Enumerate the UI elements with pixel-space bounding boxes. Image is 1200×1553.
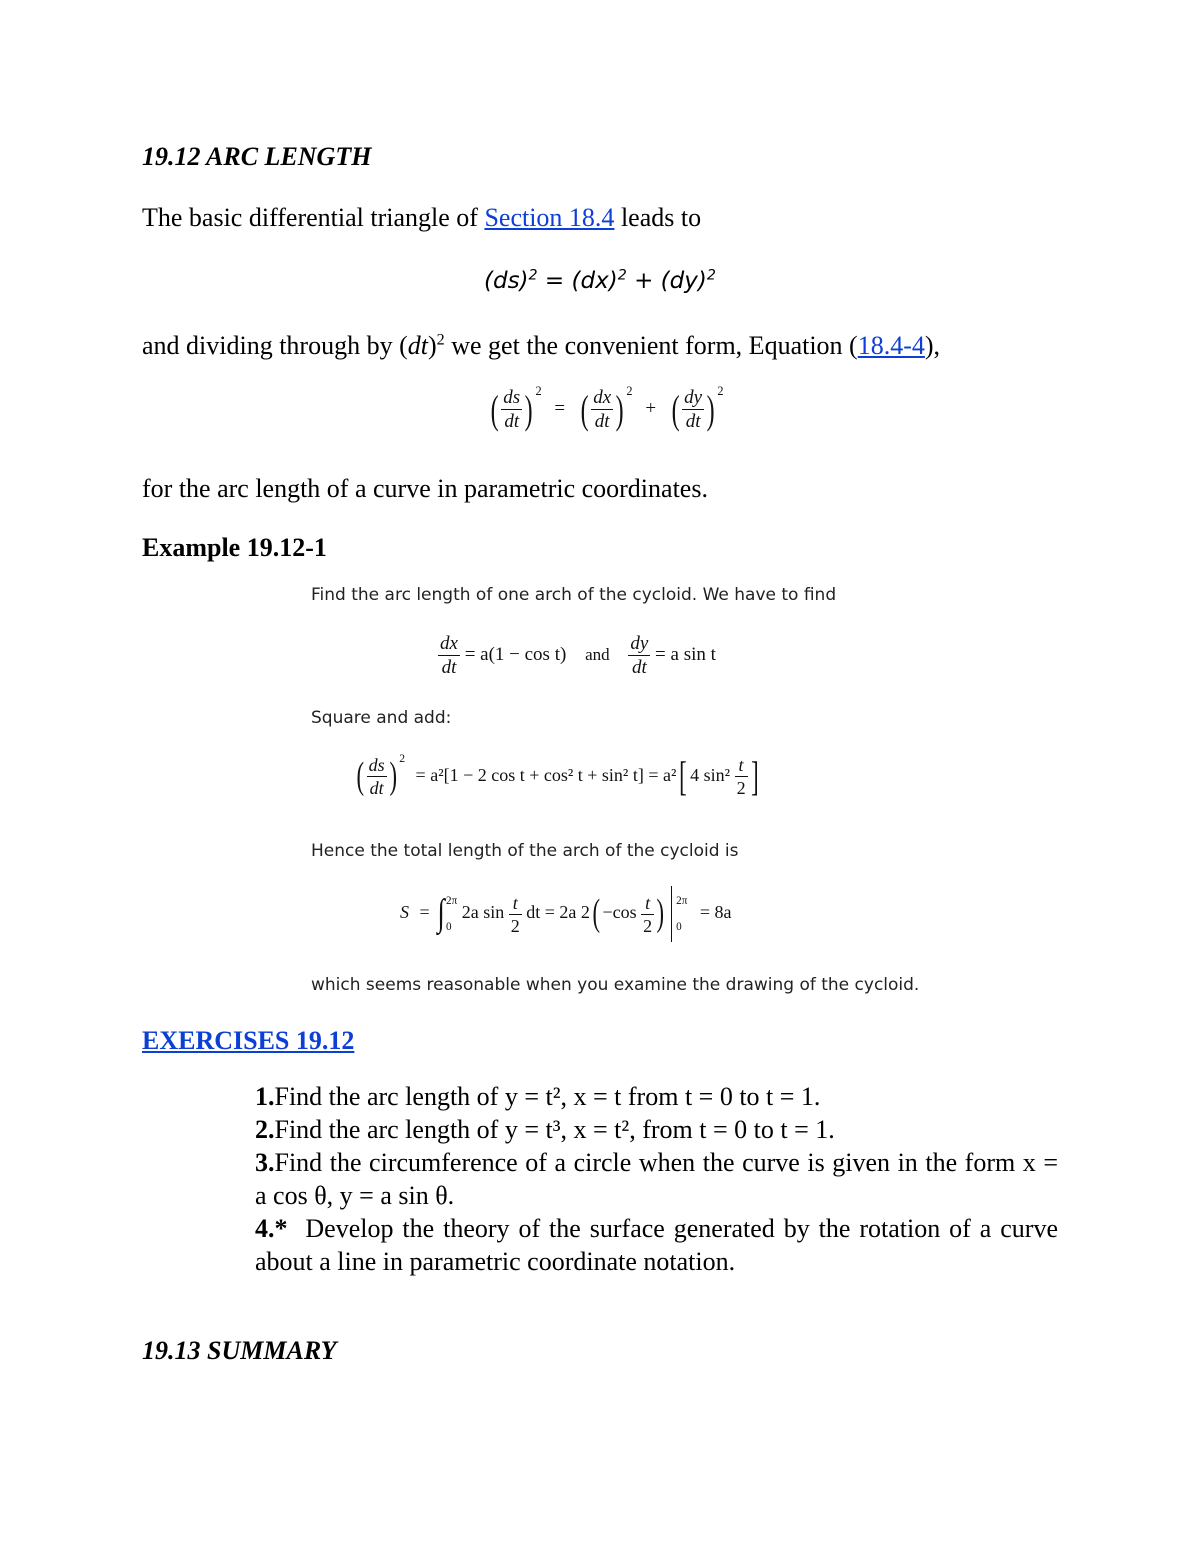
exercise-2-text: Find the arc length of y = t³, x = t², from t = 0 to t = 1. bbox=[274, 1115, 835, 1144]
equation-18-4-4-link[interactable]: 18.4-4 bbox=[857, 331, 925, 360]
eqc-dt-eq: dt = 2a 2 bbox=[526, 902, 590, 923]
example-line-3: Hence the total length of the arch of the cycloid is bbox=[311, 841, 739, 861]
example-line-2: Square and add: bbox=[311, 708, 452, 728]
section-heading: 19.12 ARC LENGTH bbox=[142, 142, 372, 171]
eqc-limits bbox=[446, 895, 457, 934]
example-equation-derivatives bbox=[438, 634, 716, 677]
eqa-dy: dy bbox=[630, 633, 649, 654]
eqc-upper: 2π bbox=[446, 894, 458, 907]
example-equation-total-length: S = ∫ 2π 0 2a sin $\frac{t}{2}$ dt = 2a 2( −cos $\frac{t}{2}$ ) 2π 0 = 8a bbox=[400, 886, 731, 942]
eqc-eval-lower: 0 bbox=[676, 921, 682, 933]
eqc-t-over-2 bbox=[509, 894, 522, 935]
eqc-two: 2 bbox=[510, 915, 520, 936]
exercise-4 bbox=[255, 1212, 1065, 1278]
eq2-dy-dt-fraction bbox=[682, 388, 704, 431]
eqb-two: 2 bbox=[736, 778, 746, 799]
exercise-2 bbox=[255, 1113, 1058, 1146]
eq2-ds: ds bbox=[503, 387, 521, 408]
eqb-ds: ds bbox=[368, 755, 385, 776]
exercise-4-number: 4.* bbox=[255, 1214, 288, 1243]
eqa-dt-2: dt bbox=[631, 657, 647, 678]
eqa-dx: dx bbox=[440, 633, 458, 654]
eqa-and: and bbox=[585, 644, 610, 664]
exercise-1-number: 1. bbox=[255, 1082, 275, 1111]
eqc-t: t bbox=[512, 892, 518, 913]
eq1-exp-3: 2 bbox=[706, 267, 716, 284]
exercise-3-text: Find the circumference of a circle when the curve is given in the form x = a cos θ, y = a sin θ. bbox=[255, 1148, 1058, 1210]
eq2-dy: dy bbox=[684, 387, 703, 408]
intro-text-before: The basic differential triangle of bbox=[142, 203, 485, 232]
eqb-ds-dt-fraction bbox=[367, 756, 387, 797]
eq2-exp-1: 2 bbox=[535, 384, 542, 398]
exercises-list bbox=[255, 1080, 1065, 1278]
example-heading: Example 19.12-1 bbox=[142, 533, 327, 562]
eq1-dy: (dy) bbox=[660, 268, 707, 294]
eqb-t-over-2 bbox=[735, 756, 748, 797]
eq1-exp-1: 2 bbox=[528, 267, 538, 284]
equation-ds-squared bbox=[484, 268, 716, 294]
eq2-dx: dx bbox=[593, 387, 612, 408]
exercise-2-number: 2. bbox=[255, 1115, 275, 1144]
dividing-dt: dt bbox=[407, 331, 428, 360]
eqa-rhs: = a(1 − cos t) bbox=[464, 643, 567, 665]
eq1-plus: + bbox=[626, 268, 661, 294]
eqa-dy-dt-fraction bbox=[628, 634, 650, 677]
eqc-t-b: t bbox=[645, 892, 651, 913]
eqc-neg-cos: −cos bbox=[602, 902, 637, 923]
eqb-t: t bbox=[738, 755, 744, 776]
eqc-S: S bbox=[400, 902, 409, 923]
eq1-equals: = bbox=[537, 268, 572, 294]
eq1-ds: (ds) bbox=[484, 268, 529, 294]
eq2-exp-2: 2 bbox=[626, 384, 633, 398]
dividing-exp: 2 bbox=[436, 331, 445, 349]
integral-sign: ∫ bbox=[437, 892, 445, 935]
intro-paragraph bbox=[142, 203, 701, 233]
eqa-dt: dt bbox=[441, 657, 457, 678]
dividing-text-mid: we get the convenient form, Equation ( bbox=[444, 331, 858, 360]
exercise-1 bbox=[255, 1080, 1058, 1113]
eqc-two-b: 2 bbox=[643, 915, 653, 936]
eqa-dx-dt-fraction bbox=[438, 634, 460, 677]
section-18-4-link[interactable]: Section 18.4 bbox=[484, 203, 615, 232]
dividing-paragraph: and dividing through by (dt)$^2$ we get the convenient form, Equation (18.4-4), bbox=[142, 331, 941, 360]
for-arc-length-text: for the arc length of a curve in parametric coordinates. bbox=[142, 474, 708, 503]
eq1-exp-2: 2 bbox=[617, 267, 627, 284]
eqc-lower: 0 bbox=[446, 921, 452, 933]
eqa-rhs-2: = a sin t bbox=[655, 643, 716, 665]
eqc-equals: = bbox=[419, 902, 430, 923]
example-line-4: which seems reasonable when you examine the drawing of the cycloid. bbox=[311, 975, 920, 995]
eq1-dx: (dx) bbox=[571, 268, 618, 294]
exercise-1-text: Find the arc length of y = t², x = t from t = 0 to t = 1. bbox=[274, 1082, 821, 1111]
eq2-exp-3: 2 bbox=[717, 384, 724, 398]
evaluation-bar bbox=[671, 886, 672, 942]
exercises-heading-link[interactable]: EXERCISES 19.12 bbox=[142, 1026, 355, 1055]
eq2-equals: = bbox=[554, 397, 566, 419]
eqb-inner: 4 sin² bbox=[690, 764, 731, 785]
eq2-plus: + bbox=[645, 397, 657, 419]
eqc-eval-limits bbox=[676, 895, 687, 934]
eq2-dt-1: dt bbox=[504, 411, 520, 432]
equation-ds-dt-squared: ( $\frac{ds}{dt}$ ) 2 = ( $\frac{dx}{dt}$ ) 2 + ( $\frac{dy}{dt}$ ) 2 bbox=[490, 384, 724, 432]
eqb-exp: 2 bbox=[399, 752, 406, 765]
eq2-dx-dt-fraction bbox=[591, 388, 613, 431]
exercise-3 bbox=[255, 1146, 1058, 1212]
dividing-text-before: and dividing through by ( bbox=[142, 331, 408, 360]
eq2-ds-dt-fraction bbox=[501, 388, 522, 431]
eqc-integrand: 2a sin bbox=[461, 902, 505, 923]
eqc-eval-upper: 2π bbox=[676, 894, 688, 907]
exercise-4-text: Develop the theory of the surface generated by the rotation of a curve about a line in parametric coordinate notation. bbox=[255, 1214, 1065, 1276]
exercise-3-number: 3. bbox=[255, 1148, 275, 1177]
eq2-dt-2: dt bbox=[594, 411, 610, 432]
eq2-dt-3: dt bbox=[685, 411, 701, 432]
eqc-t-over-2-b bbox=[641, 894, 654, 935]
dividing-text-after: ), bbox=[924, 331, 941, 360]
example-equation-square-add: ( $\frac{ds}{dt}$ ) 2 = a²[1 − 2 cos t + cos² t + sin² t] = a²[ 4 sin² $\frac{t}{2}$ ] bbox=[356, 752, 759, 799]
example-line-1: Find the arc length of one arch of the cycloid. We have to find bbox=[311, 585, 837, 605]
eqc-result: = 8a bbox=[699, 902, 732, 923]
eqb-dt: dt bbox=[369, 778, 384, 799]
summary-heading: 19.13 SUMMARY bbox=[142, 1336, 337, 1365]
intro-text-after: leads to bbox=[614, 203, 702, 232]
eqb-rhs: = a²[1 − 2 cos t + cos² t + sin² t] = a² bbox=[415, 764, 677, 785]
